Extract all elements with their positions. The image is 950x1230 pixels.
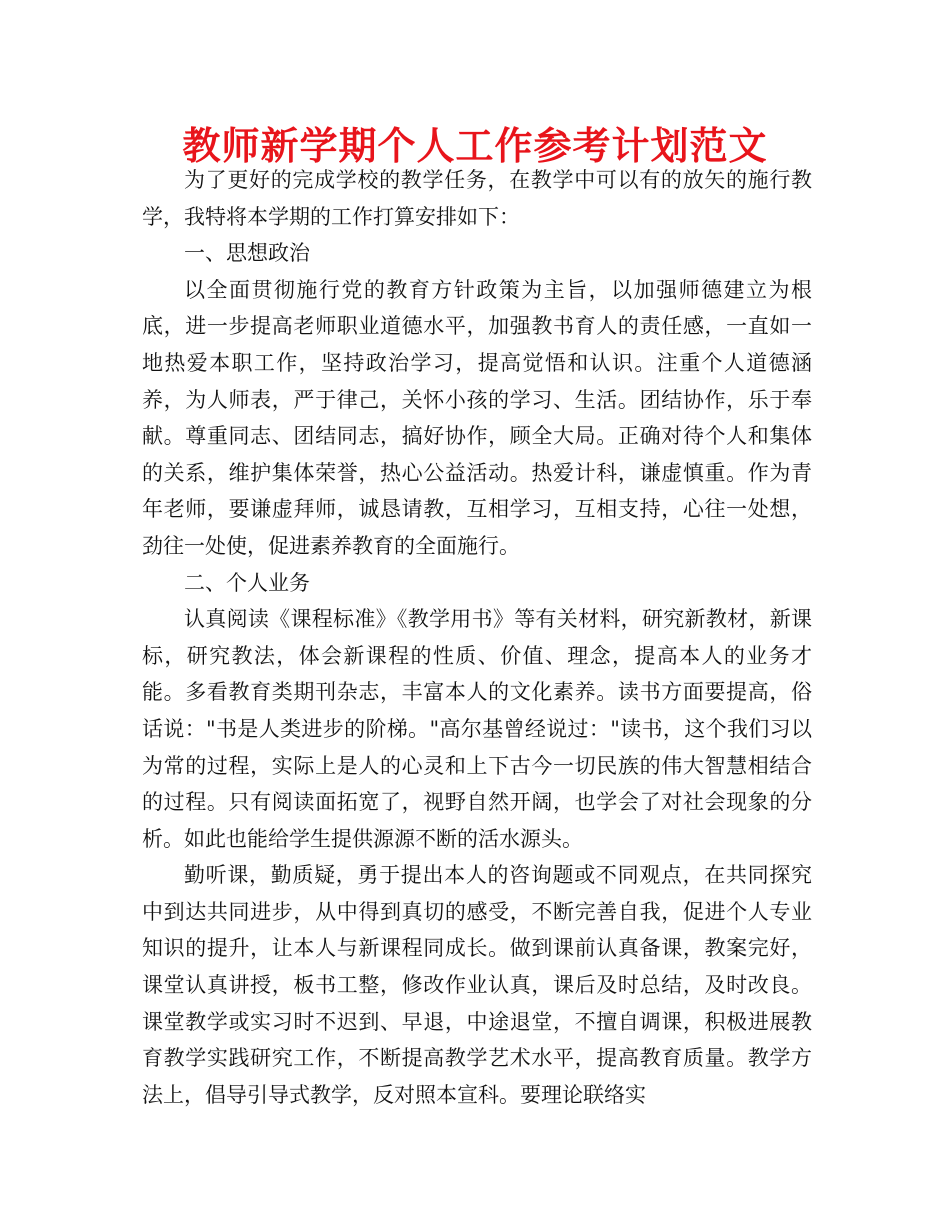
paragraph-business-teaching: 勤听课，勤质疑，勇于提出本人的咨询题或不同观点，在共同探究中到达共同进步，从中得到真切的感受，不断完善自我，促进个人专业知识的提升，让本人与新课程同成长。做到课前认真备课，教案完好，课堂认真讲授，板书工整，修改作业认真，课后及时总结，及时改良。课堂教学或实习时不迟到、早退，中途退堂，不擅自调课，积极进展教育教学实践研究工作，不断提高教学艺术水平，提高教育质量。教学方法上，倡导引导式教学，反对照本宣科。要理论联络实 [142, 863, 812, 1107]
document-title: 教师新学期个人工作参考计划范文 [182, 124, 768, 168]
heading-politics: 一、思想政治 [184, 241, 310, 266]
document-body [142, 162, 812, 1113]
paragraph-politics: 以全面贯彻施行党的教育方针政策为主旨，以加强师德建立为根底，进一步提高老师职业道德水平，加强教书育人的责任感，一直如一地热爱本职工作，坚持政治学习，提高觉悟和认识。注重个人道德涵养，为人师表，严于律己，关怀小孩的学习、生活。团结协作，乐于奉献。尊重同志、团结同志，搞好协作，顾全大局。正确对待个人和集体的关系，维护集体荣誉，热心公益活动。热爱计科，谦虚慎重。作为青年老师，要谦虚拜师，诚恳请教，互相学习，互相支持，心往一处想，劲往一处使，促进素养教育的全面施行。 [142, 277, 812, 558]
heading-business: 二、个人业务 [184, 570, 310, 595]
paragraph-intro: 为了更好的完成学校的教学任务，在教学中可以有的放矢的施行教学，我特将本学期的工作打算安排如下： [142, 168, 812, 229]
paragraph-business-reading: 认真阅读《课程标准》《教学用书》等有关材料，研究新教材，新课标，研究教法，体会新课程的性质、价值、理念，提高本人的业务才能。多看教育类期刊杂志，丰富本人的文化素养。读书方面要提高，俗话说："书是人类进步的阶梯。"高尔基曾经说过："读书，这个我们习以为常的过程，实际上是人的心灵和上下古今一切民族的伟大智慧相结合的过程。只有阅读面拓宽了，视野自然开阔，也学会了对社会现象的分析。如此也能给学生提供源源不断的活水源头。 [142, 607, 812, 851]
